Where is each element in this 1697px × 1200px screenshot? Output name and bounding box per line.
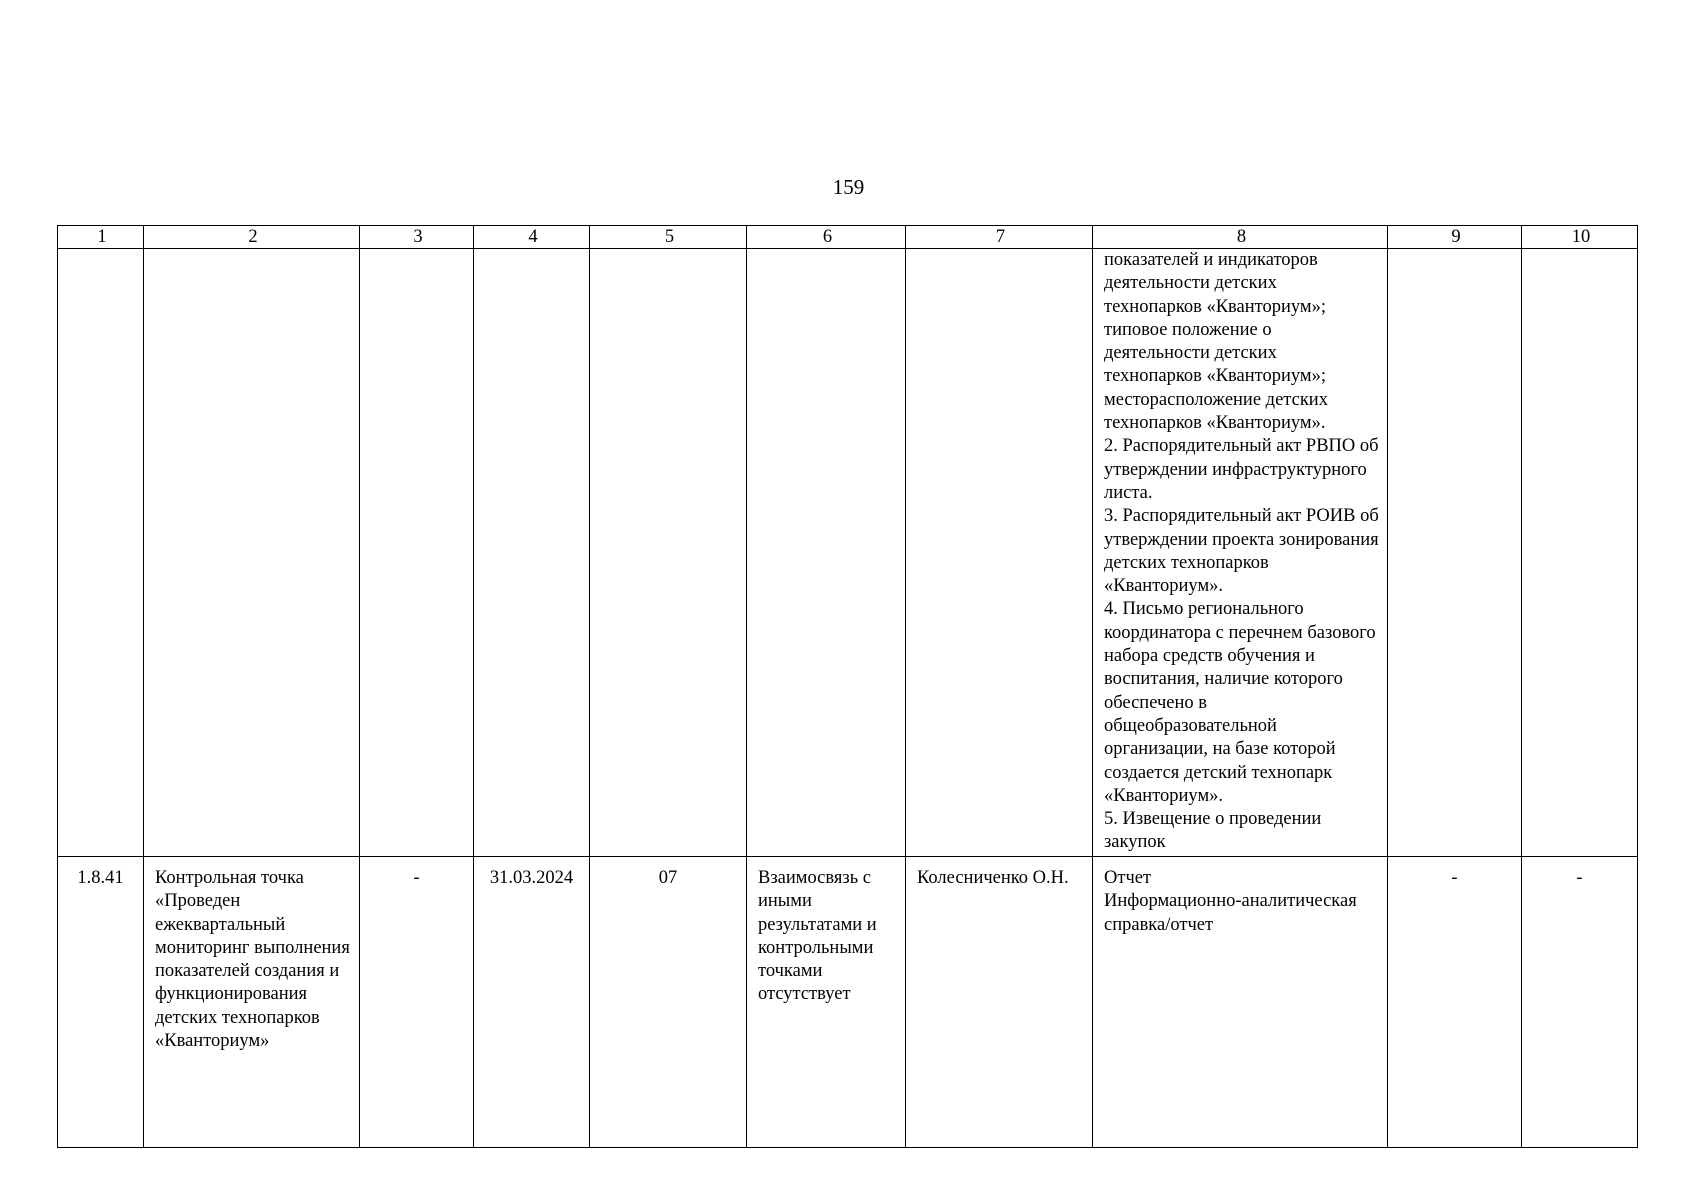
- continuation-row: [58, 249, 1638, 857]
- header-col-6: 6: [747, 226, 906, 249]
- header-col-4: 4: [474, 226, 590, 249]
- header-col-8: 8: [1093, 226, 1388, 249]
- row-col10: -: [1522, 857, 1638, 1148]
- cont-cell-4: [474, 249, 590, 857]
- row-date: 31.03.2024: [474, 857, 590, 1148]
- cont-cell-7: [906, 249, 1093, 857]
- header-col-7: 7: [906, 226, 1093, 249]
- cont-cell-3: [360, 249, 474, 857]
- page-number: 159: [832, 175, 865, 199]
- row-document: [1093, 857, 1388, 1148]
- header-col-3: 3: [360, 226, 474, 249]
- cont-cell-1: [58, 249, 144, 857]
- cont-cell-documents: показателей и индикаторов деятельности детских технопарков «Кванториум»; типовое положение о деятельности детских технопарков «Кванториум»; месторасположение детских технопарков «Кванториум». 2. Распорядительный акт РВПО об утверждении инфраструктурного листа. 3. Распорядительный акт РОИВ об утверждении проекта зонирования детских технопарков «Кванториум». 4. Письмо регионального координатора с перечнем базового набора средств обучения и воспитания, наличие которого обеспечено в общеобразовательной организации, на базе которой создается детский технопарк «Кванториум». 5. Извещение о проведении закупок: [1093, 249, 1388, 857]
- cont-cell-5: [590, 249, 747, 857]
- header-row: [58, 226, 1638, 249]
- table-row: [58, 857, 1638, 1148]
- cont-cell-6: [747, 249, 906, 857]
- row-name: Контрольная точка «Проведен ежеквартальный мониторинг выполнения показателей создания и функционирования детских технопарков «Кванториум»: [144, 857, 360, 1148]
- cont-cell-2: [144, 249, 360, 857]
- row-code: 07: [590, 857, 747, 1148]
- header-col-1: 1: [58, 226, 144, 249]
- header-col-5: 5: [590, 226, 747, 249]
- row-relation: Взаимосвязь с иными результатами и контрольными точками отсутствует: [747, 857, 906, 1148]
- document-table: [57, 225, 1638, 1148]
- cont-cell-10: [1522, 249, 1638, 857]
- document-desc: Информационно-аналитическая справка/отчет: [1104, 891, 1357, 935]
- header-col-2: 2: [144, 226, 360, 249]
- document-type: Отчет: [1104, 868, 1152, 888]
- row-responsible: Колесниченко О.Н.: [906, 857, 1093, 1148]
- header-col-10: 10: [1522, 226, 1638, 249]
- row-number: 1.8.41: [58, 857, 144, 1148]
- row-col3: -: [360, 857, 474, 1148]
- row-col9: -: [1388, 857, 1522, 1148]
- header-col-9: 9: [1388, 226, 1522, 249]
- cont-cell-9: [1388, 249, 1522, 857]
